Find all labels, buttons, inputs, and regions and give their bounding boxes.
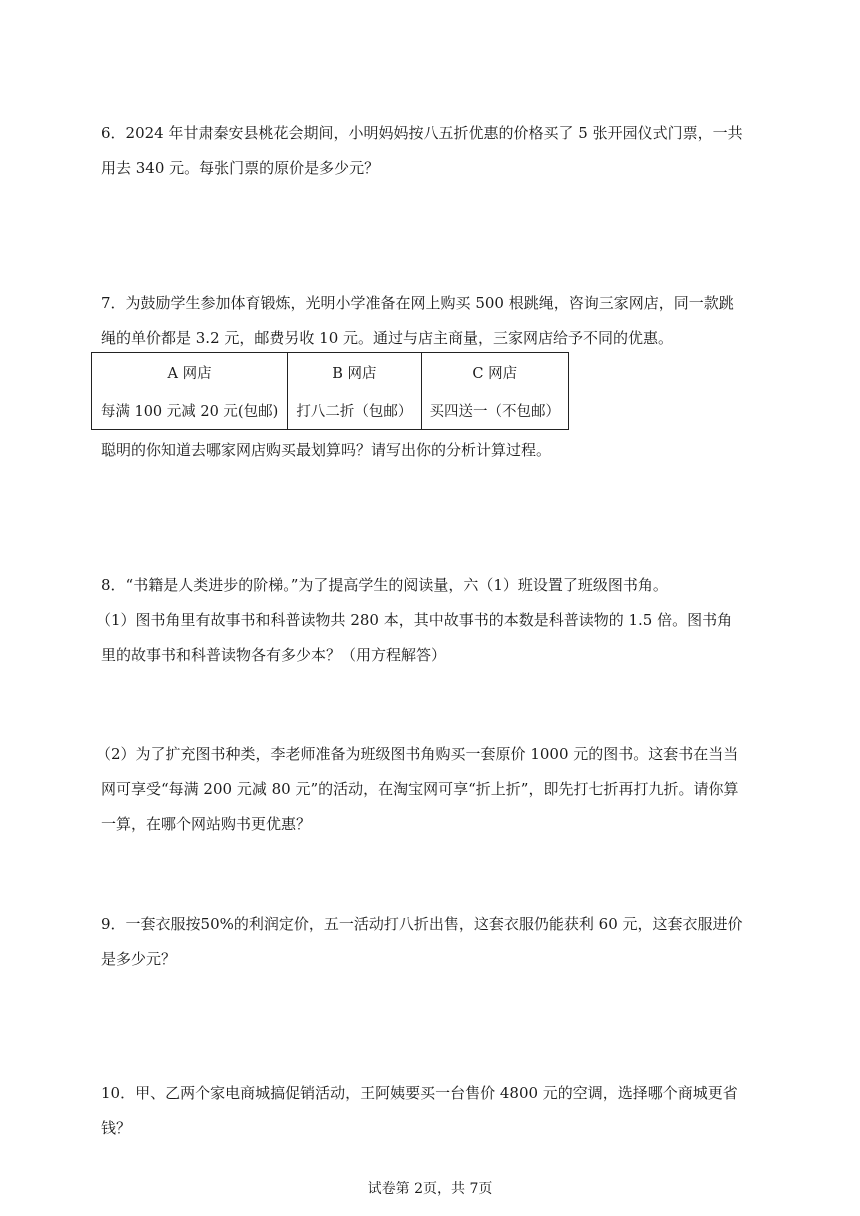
shop-a-header: A 网店 <box>167 365 212 382</box>
q7-line-1: 7．为鼓励学生参加体育锻炼，光明小学准备在网上购买 500 根跳绳，咨询三家网店，同一款跳 <box>101 294 734 312</box>
q8-part2-line-3: 一算，在哪个网站购书更优惠？ <box>101 815 312 833</box>
q8-part2-line-2: 网可享受“每满 200 元减 80 元”的活动，在淘宝网可享“折上折”，即先打七折再打九折。请你算 <box>101 780 739 798</box>
shop-c-header: C 网店 <box>472 365 518 382</box>
page-footer: 试卷第 2页，共 7页 <box>367 1181 493 1197</box>
q9-line-1: 9．一套衣服按50%的利润定价，五一活动打八折出售，这套衣服仍能获利 60 元，这套衣服进价 <box>101 915 743 933</box>
q7-question: 聪明的你知道去哪家网店购买最划算吗？请写出你的分析计算过程。 <box>101 441 552 459</box>
shop-b-cell <box>288 353 421 430</box>
q8-part1-line-1: （1）图书角里有故事书和科普读物共 280 本，其中故事书的本数是科普读物的 1.5 倍。图书角 <box>96 611 733 629</box>
shop-b-header: B 网店 <box>332 365 377 382</box>
q6-line-2: 用去 340 元。每张门票的原价是多少元？ <box>101 159 380 177</box>
shop-c-offer: 买四送一（不包邮） <box>429 403 561 420</box>
q10-line-2: 钱？ <box>101 1119 132 1137</box>
q8-part2-line-1: （2）为了扩充图书种类，李老师准备为班级图书角购买一套原价 1000 元的图书。这套书在当当 <box>96 745 739 763</box>
q10-line-1: 10．甲、乙两个家电商城搞促销活动，王阿姨要买一台售价 4800 元的空调，选择哪个商城更省 <box>101 1084 738 1102</box>
shop-a-cell <box>92 353 288 430</box>
shop-c-cell <box>421 353 568 430</box>
shop-b-offer: 打八二折（包邮） <box>296 403 413 420</box>
q9-line-2: 是多少元？ <box>101 950 177 968</box>
q8-part1-line-2: 里的故事书和科普读物各有多少本？（用方程解答） <box>101 646 447 664</box>
shop-a-offer: 每满 100 元减 20 元(包邮) <box>100 403 279 420</box>
q8-line-1: 8．“书籍是人类进步的阶梯。”为了提高学生的阅读量，六（1）班设置了班级图书角。 <box>101 576 668 594</box>
q6-line-1: 6．2024 年甘肃秦安县桃花会期间，小明妈妈按八五折优惠的价格买了 5 张开园仪式门票，一共 <box>101 124 743 142</box>
shop-offer-table <box>91 352 569 430</box>
q7-line-2: 绳的单价都是 3.2 元，邮费另收 10 元。通过与店主商量，三家网店给予不同的优惠。 <box>101 329 674 347</box>
